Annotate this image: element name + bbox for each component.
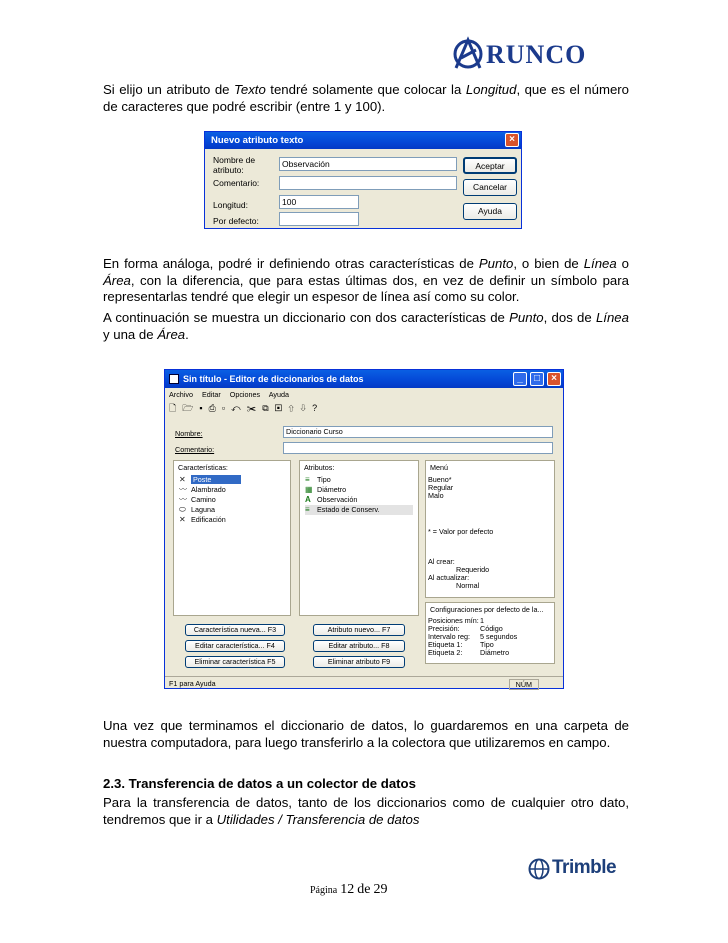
text-run-italic: Texto: [234, 82, 266, 97]
cut-icon[interactable]: ✂: [246, 403, 263, 413]
config-label: Posiciones mín:: [428, 616, 479, 625]
label-comentario: Comentario:: [175, 445, 215, 454]
label-longitud: Longitud:: [213, 200, 248, 210]
list-item[interactable]: [179, 475, 241, 485]
list-item-label: Laguna: [191, 505, 215, 514]
atributos-list[interactable]: [299, 460, 419, 616]
editor-diccionarios-window: [164, 369, 564, 689]
editar-atributo-button[interactable]: Editar atributo... F8: [313, 640, 405, 652]
input-comentario-diccionario[interactable]: [283, 442, 553, 454]
trimble-logo: [528, 856, 632, 882]
list-item-label: Observación: [317, 495, 358, 504]
input-longitud[interactable]: 100: [279, 195, 359, 209]
menu-panel: [425, 460, 555, 598]
cancelar-button[interactable]: Cancelar: [463, 179, 517, 196]
paragraph-punto-linea-area: [103, 256, 629, 306]
menu-opciones[interactable]: Opciones: [229, 390, 261, 399]
list-item[interactable]: [179, 485, 226, 495]
text-run-italic: Punto: [478, 256, 514, 271]
menu-value: Regular: [428, 483, 454, 492]
label-por-defecto: Por defecto:: [213, 216, 259, 226]
trimble-globe-icon: [528, 858, 550, 880]
page-current: 12: [340, 882, 355, 897]
config-value: 5 segundos: [480, 632, 518, 641]
list-item[interactable]: [305, 505, 413, 515]
text-run-italic: Utilidades / Transferencia de datos: [216, 811, 420, 827]
section-heading: 2.3. Transferencia de datos a un colector de datos: [103, 776, 416, 791]
runco-logo: [452, 36, 632, 72]
text-run-italic: Punto: [509, 310, 544, 325]
move-up-icon[interactable]: ⇧: [288, 403, 301, 413]
text-run: A continuación se muestra un diccionario con dos características de: [103, 310, 510, 325]
input-nombre-diccionario[interactable]: Diccionario Curso: [283, 426, 553, 438]
list-item[interactable]: [179, 495, 216, 505]
text-run-italic: Línea: [595, 310, 629, 325]
area-icon: ⬭: [179, 505, 186, 514]
page-number: [310, 882, 387, 898]
menu-value: Malo: [428, 491, 444, 500]
new-file-icon[interactable]: 🗋: [169, 403, 183, 413]
list-item-label: Tipo: [317, 475, 331, 484]
status-num: NÚM: [509, 679, 539, 690]
text-run: Para la transferencia de datos, tanto de los diccionarios como de cualquier otro dato, tendremos que ir a: [103, 795, 629, 827]
list-item[interactable]: [305, 495, 357, 505]
menu-ayuda[interactable]: Ayuda: [268, 390, 289, 399]
atributos-header: Atributos:: [304, 463, 335, 472]
config-panel: [425, 602, 555, 664]
atributo-nuevo-button[interactable]: Atributo nuevo... F7: [313, 624, 405, 636]
status-bar: [165, 676, 563, 688]
list-item[interactable]: [179, 505, 215, 515]
runco-logo-text: RUNCO: [486, 40, 587, 69]
minimize-icon[interactable]: _: [513, 372, 527, 386]
text-run: , que es el número de caracteres que podré escribir (entre 1 y 100).: [103, 82, 630, 114]
ayuda-button[interactable]: Ayuda: [463, 203, 517, 220]
list-item-label: Camino: [191, 495, 216, 504]
config-value: Código: [480, 624, 503, 633]
eliminar-caracteristica-button[interactable]: Eliminar característica F5: [185, 656, 285, 668]
label-comentario: Comentario:: [213, 178, 260, 188]
text-run: , con la diferencia, que para estas últimas dos, en vez de definir un símbolo para representarlas tendré que elegir un espesor de línea así como su color.: [103, 272, 629, 305]
paragraph-transferencia: [103, 795, 629, 828]
caracteristicas-list[interactable]: [173, 460, 291, 616]
dialog-title-bar: [205, 132, 521, 149]
config-label: Etiqueta 2:: [428, 648, 463, 657]
dialog-title: Nuevo atributo texto: [211, 135, 304, 146]
save-icon[interactable]: ▪: [199, 403, 209, 413]
paragraph-texto-attribute: [103, 82, 629, 115]
text-run: Si elijo un atributo de: [103, 82, 235, 97]
text-run: .: [185, 326, 189, 342]
list-item-label: Edificación: [191, 515, 226, 524]
text-run-italic: Longitud: [465, 82, 517, 97]
text-run-italic: Área: [157, 326, 186, 342]
text-run-italic: Área: [103, 272, 131, 288]
text-run: o: [616, 256, 630, 271]
text-run-italic: Línea: [583, 256, 617, 271]
maximize-icon[interactable]: □: [530, 372, 544, 386]
open-folder-icon[interactable]: 🗁: [182, 403, 200, 413]
list-item-label: Alambrado: [191, 485, 226, 494]
line-icon: 〰: [179, 485, 187, 494]
editar-caracteristica-button[interactable]: Editar característica... F4: [185, 640, 285, 652]
config-value: 1: [480, 616, 484, 625]
undo-icon[interactable]: ↶: [231, 403, 247, 413]
input-por-defecto[interactable]: [279, 212, 359, 226]
page-label: Página: [310, 885, 338, 896]
paste-icon[interactable]: ▣: [274, 403, 289, 413]
paragraph-diccionario-intro: [103, 310, 629, 343]
trimble-logo-text: Trimble: [552, 857, 617, 878]
point-x-icon: ✕: [179, 515, 186, 524]
paragraph-guardar-diccionario: Una vez que terminamos el diccionario de datos, lo guardaremos en una carpeta de nuestra computadora, para luego transferirlo a la colectora que utilizaremos en campo.: [103, 718, 629, 750]
input-comentario[interactable]: [279, 176, 457, 190]
dialog-nuevo-atributo-texto: [204, 131, 522, 229]
menu-bar: [169, 390, 289, 400]
text-run: En forma análoga, podré ir definiendo otras características de: [103, 256, 479, 271]
label-nombre: Nombre de atributo:: [213, 155, 256, 175]
input-nombre[interactable]: Observación: [279, 157, 457, 171]
list-item-label: Diámetro: [317, 485, 347, 494]
al-crear-label: Al crear:: [428, 557, 455, 566]
menu-editar[interactable]: Editar: [201, 390, 221, 399]
text-run: tendré solamente que colocar la: [265, 82, 466, 97]
menu-attr-icon: ≡: [305, 475, 310, 484]
al-actualizar-label: Al actualizar:: [428, 573, 470, 582]
config-label: Precisión:: [428, 624, 460, 633]
requerido-value: Requerido: [456, 565, 490, 574]
label-nombre: Nombre:: [175, 429, 203, 438]
caracteristicas-header: Características:: [178, 463, 228, 472]
text-attr-icon: A: [305, 495, 311, 504]
config-label: Etiqueta 1:: [428, 640, 463, 649]
text-run: , o bien de: [513, 256, 584, 271]
page-total: 29: [373, 882, 388, 897]
normal-value: Normal: [456, 581, 480, 590]
point-x-icon: ✕: [179, 475, 186, 484]
line-icon: 〰: [179, 495, 187, 504]
text-run: , dos de: [543, 310, 596, 325]
list-item[interactable]: [305, 475, 331, 485]
eliminar-atributo-button[interactable]: Eliminar atributo F9: [313, 656, 405, 668]
editor-title: Sin título - Editor de diccionarios de datos: [183, 374, 364, 384]
page-of: de: [357, 882, 371, 897]
toolbar: [169, 402, 369, 416]
config-header: Configuraciones por defecto de la...: [430, 605, 544, 614]
text-run: y una de: [103, 326, 158, 342]
menu-value: Bueno*: [428, 475, 452, 484]
close-icon[interactable]: ×: [505, 133, 519, 147]
close-icon[interactable]: ×: [547, 372, 561, 386]
list-item[interactable]: [305, 485, 346, 495]
list-item-label: Estado de Conserv.: [317, 505, 380, 514]
numeric-attr-icon: ▦: [305, 485, 313, 494]
default-note: * = Valor por defecto: [428, 527, 494, 536]
editor-title-bar: [165, 370, 563, 388]
copy-icon[interactable]: ⧉: [262, 403, 275, 413]
status-help: F1 para Ayuda: [169, 679, 216, 688]
runco-emblem-icon: [452, 36, 484, 70]
config-value: Tipo: [480, 640, 494, 649]
aceptar-button[interactable]: Aceptar: [463, 157, 517, 174]
config-label: Intervalo reg:: [428, 632, 470, 641]
menu-panel-header: Menú: [430, 463, 448, 472]
app-icon: [169, 374, 179, 384]
print-icon[interactable]: ⎙: [208, 403, 222, 413]
preview-icon[interactable]: ▫: [221, 403, 232, 413]
list-item[interactable]: [179, 515, 226, 525]
menu-attr-icon: ≡: [305, 505, 310, 514]
list-item-label: Poste: [191, 475, 241, 484]
config-value: Diámetro: [480, 648, 510, 657]
menu-archivo[interactable]: Archivo: [169, 390, 193, 399]
help-icon[interactable]: ?: [312, 403, 324, 413]
move-down-icon[interactable]: ⇩: [300, 403, 313, 413]
caracteristica-nueva-button[interactable]: Característica nueva... F3: [185, 624, 285, 636]
